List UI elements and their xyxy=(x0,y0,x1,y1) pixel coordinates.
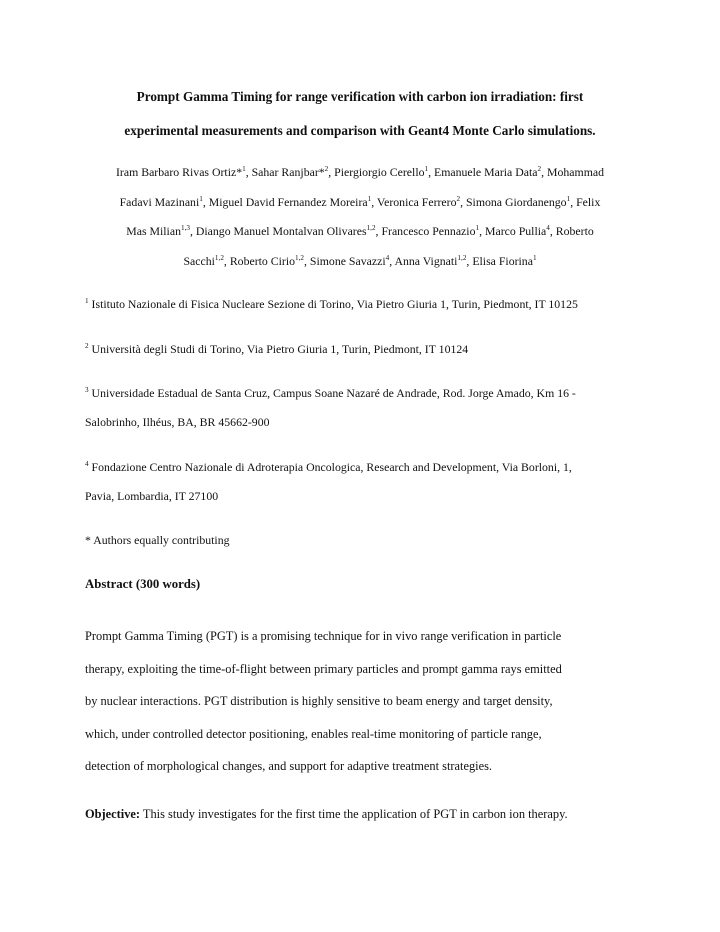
abstract-line: which, under controlled detector positioning, enables real-time monitoring of particle range, xyxy=(85,726,542,741)
abstract-line: detection of morphological changes, and support for adaptive treatment strategies. xyxy=(85,759,493,774)
author-name: Diango Manuel Montalvan Olivares xyxy=(195,224,367,238)
author-name-part: Mas Milian xyxy=(126,224,181,238)
author-name-part: Sacchi xyxy=(183,253,215,268)
author-name: Francesco Pennazio xyxy=(381,224,476,238)
affiliation-text: Università degli Studi di Torino, Via Pietro Giuria 1, Turin, Piedmont, IT 10124 xyxy=(91,342,469,356)
author-name-part: Roberto xyxy=(555,224,594,238)
author-line: Iram Barbaro Rivas Ortiz*$^1$, Sahar Ranjbar*$^2$, Piergiorgio Cerello$^1$, Emanuele Maria Data$^2$, Mohammad xyxy=(115,165,605,179)
author-affil-sup: 1,2 xyxy=(457,253,467,262)
affiliation-4 xyxy=(85,453,645,511)
author-name: Marco Pullia xyxy=(484,224,547,238)
author-affil-sup: 2 xyxy=(537,165,542,173)
author-affil-sup: 1,2 xyxy=(295,253,305,262)
abstract-line: Prompt Gamma Timing (PGT) is a promising technique for in vivo range verification in particle xyxy=(85,629,562,643)
author-affil-sup: 1 xyxy=(242,165,246,173)
author-name: Piergiorgio Cerello xyxy=(334,165,425,179)
author-name: Simona Giordanengo xyxy=(466,194,567,209)
title-line: experimental measurements and comparison with Geant4 Monte Carlo simulations. xyxy=(124,123,596,138)
author-affil-sup: 1,2 xyxy=(366,224,376,232)
affiliation-text: Istituto Nazionale di Fisica Nucleare Sezione di Torino, Via Pietro Giuria 1, Turin, Piedmont, IT 10125 xyxy=(91,297,578,311)
affiliation-text: Fondazione Centro Nazionale di Adroterapia Oncologica, Research and Development, Via Borloni, 1, xyxy=(91,460,572,474)
author-name: Iram Barbaro Rivas Ortiz* xyxy=(115,165,243,179)
affiliation-number: 3 xyxy=(85,386,89,394)
author-name: Anna Vignati xyxy=(394,253,458,268)
author-affil-sup: 4 xyxy=(546,224,550,232)
author-list xyxy=(80,158,640,276)
author-name: Veronica Ferrero xyxy=(376,194,457,209)
author-name-part: Felix xyxy=(576,194,601,209)
author-line: Sacchi$^{1,2}$, Roberto Cirio$^{1,2}$, Simone Savazzi$^4$, Anna Vignati$^{1,2}$, Elisa Fiorina$^1$ xyxy=(183,253,537,268)
author-affil-sup: 1 xyxy=(532,253,537,262)
affiliation-text: Universidade Estadual de Santa Cruz, Campus Soane Nazaré de Andrade, Rod. Jorge Amado, Km 16 - xyxy=(91,386,576,400)
author-affil-sup: 1 xyxy=(367,194,372,203)
author-affil-sup: 1 xyxy=(475,224,480,232)
author-affil-sup: 4 xyxy=(385,253,390,262)
author-affil-sup: 1 xyxy=(566,194,571,203)
title-line: Prompt Gamma Timing for range verification with carbon ion irradiation: first xyxy=(136,89,584,104)
abstract-paragraph xyxy=(85,620,645,783)
author-affil-sup: 1,2 xyxy=(214,253,224,262)
affiliation-1 xyxy=(85,290,645,319)
abstract-line: by nuclear interactions. PGT distribution is highly sensitive to beam energy and target density, xyxy=(85,694,553,709)
affiliation-3 xyxy=(85,379,645,437)
author-line: Mas Milian$^{1,3}$, Diango Manuel Montalvan Olivares$^{1,2}$, Francesco Pennazio$^1$, Marco Pullia$^4$, Roberto xyxy=(126,224,594,238)
author-line: Fadavi Mazinani$^1$, Miguel David Fernandez Moreira$^1$, Veronica Ferrero$^2$, Simona Giordanengo$^1$, Felix xyxy=(119,194,601,209)
affiliation-text: Pavia, Lombardia, IT 27100 xyxy=(85,489,219,503)
affiliation-number: 2 xyxy=(85,342,89,350)
affiliation-text: Salobrinho, Ilhéus, BA, BR 45662-900 xyxy=(85,415,270,429)
author-name: Simone Savazzi xyxy=(309,253,386,268)
objective-paragraph xyxy=(85,800,645,829)
paper-title xyxy=(60,80,660,148)
author-affil-sup: 1 xyxy=(199,194,203,203)
affiliation-number: 1 xyxy=(85,297,89,305)
author-affil-sup: 1 xyxy=(424,165,429,173)
author-name: Elisa Fiorina xyxy=(472,253,533,268)
author-name-part: Mohammad xyxy=(547,165,605,179)
author-affil-sup: 2 xyxy=(456,194,461,203)
contribution-note: * Authors equally contributing xyxy=(85,533,230,547)
affiliation-number: 4 xyxy=(85,460,89,468)
objective-text: This study investigates for the first time the application of PGT in carbon ion therapy. xyxy=(140,807,568,821)
author-name-part: Fadavi Mazinani xyxy=(119,194,200,209)
author-affil-sup: 2 xyxy=(324,165,329,173)
author-name: Sahar Ranjbar* xyxy=(251,165,325,179)
objective-label: Objective: xyxy=(85,807,141,821)
author-name: Emanuele Maria Data xyxy=(434,165,538,179)
author-name: Miguel David Fernandez Moreira xyxy=(208,194,368,209)
author-affil-sup: 1,3 xyxy=(180,224,190,232)
abstract-line: therapy, exploiting the time-of-flight between primary particles and prompt gamma rays emitted xyxy=(85,661,562,676)
author-name: Roberto Cirio xyxy=(229,253,296,268)
abstract-heading: Abstract (300 words) xyxy=(85,577,201,591)
affiliation-2 xyxy=(85,335,645,364)
